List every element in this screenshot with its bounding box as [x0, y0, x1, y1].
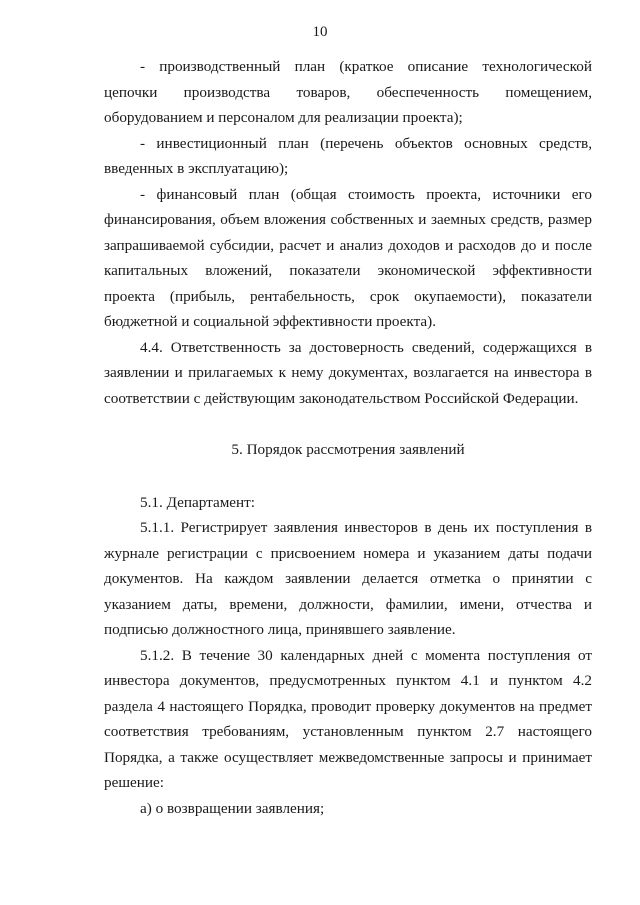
paragraph-4-4: 4.4. Ответственность за достоверность сведений, содержащихся в заявлении и прилагаемых к нему документах, возлагается на инвестора в соответствии с действующим законодательством Российской Федерации.: [104, 338, 592, 407]
paragraph-5-1: 5.1. Департамент:: [140, 493, 256, 511]
paragraph-item-a: а) о возвращении заявления;: [140, 799, 325, 817]
paragraph-financial-plan: - финансовый план (общая стоимость проекта, источники его финансирования, объем вложения собственных и заемных средств, размер запрашиваемой субсидии, расчет и анализ доходов и расходов до и после капитальных вложений, показатели экономической эффективности проекта (прибыль, рентабельность, срок окупаемости), показатели бюджетной и социальной эффективности проекта).: [104, 185, 592, 330]
section-title: 5. Порядок рассмотрения заявлений: [231, 441, 465, 458]
spacer: [104, 463, 592, 490]
document-body: [104, 54, 592, 821]
paragraph-investment-plan: - инвестиционный план (перечень объектов основных средств, введенных в эксплуатацию);: [104, 134, 592, 177]
page-number: 10: [312, 24, 328, 40]
spacer: [104, 411, 592, 437]
paragraph-production-plan: - производственный план (краткое описание технологической цепочки производства товаров, обеспеченность помещением, оборудованием и персоналом для реализации проекта);: [104, 58, 592, 126]
paragraph-5-1-1: 5.1.1. Регистрирует заявления инвесторов в день их поступления в журнале регистрации с присвоением номера и указанием даты подачи документов. На каждом заявлении делается отметка о принятии с указанием даты, времени, должности, фамилии, имени, отчества и подписью должностного лица, принявшего заявление.: [104, 519, 592, 638]
paragraph-5-1-2: 5.1.2. В течение 30 календарных дней с момента поступления от инвестора документов, предусмотренных пунктом 4.1 и пунктом 4.2 раздела 4 настоящего Порядка, проводит проверку документов на предмет соответствия требованиям, установленным пунктом 2.7 настоящего Порядка, а также осуществляет межведомственные запросы и принимает решение:: [104, 646, 592, 791]
